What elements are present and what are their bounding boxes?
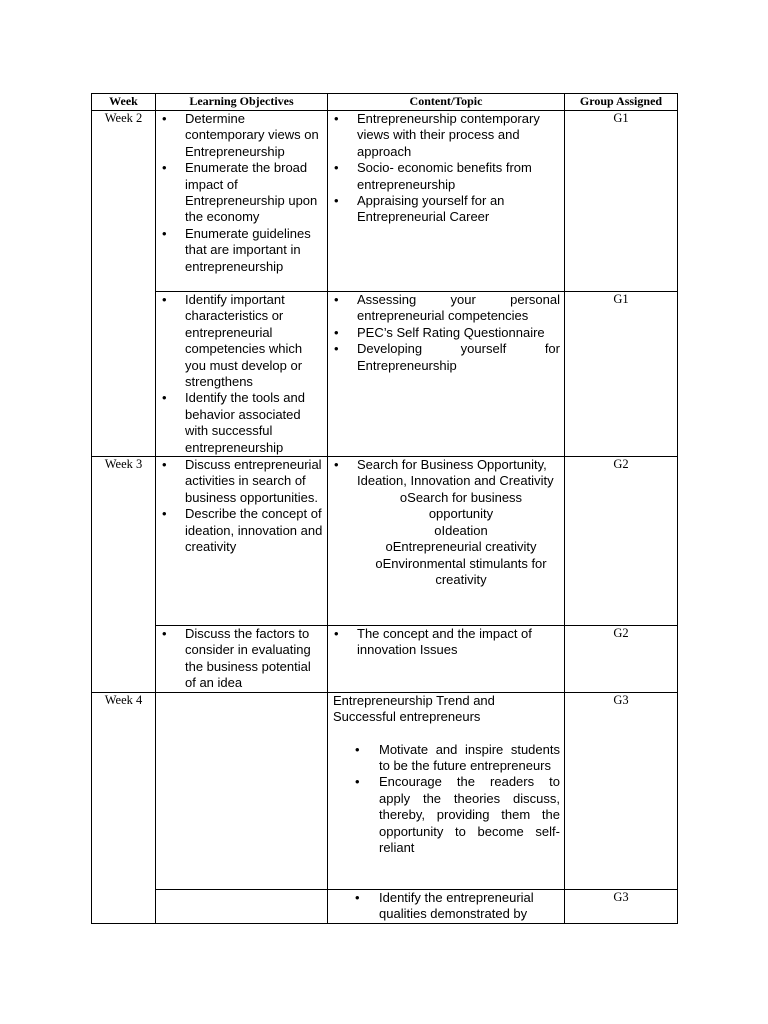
content-cell [328, 626, 565, 693]
objective-item: • Identify the tools and behavior associated with successful entrepreneurship [156, 390, 327, 456]
objective-item: • Identify important characteristics or entrepreneurial competencies which you must develop or strengthens [156, 292, 327, 390]
content-item: • Assessing your personal entrepreneurial competencies [328, 292, 564, 325]
content-item: • Appraising yourself for an Entrepreneurial Career [328, 193, 564, 226]
header-row [92, 94, 678, 111]
objectives-cell [156, 292, 328, 457]
content-item: • PEC’s Self Rating Questionnaire [328, 325, 564, 341]
content-item: • Motivate and inspire students to be the future entrepreneurs [328, 742, 564, 775]
sub-item: oIdeation [434, 522, 488, 538]
group-cell: G3 [565, 692, 678, 889]
objective-item: • Discuss entrepreneurial activities in search of business opportunities. [156, 457, 327, 506]
header-group: Group Assigned [565, 94, 678, 111]
curriculum-table [91, 93, 678, 924]
content-cell [328, 889, 565, 923]
content-cell [328, 292, 565, 457]
sub-item: oEnvironmental stimulants for creativity [375, 555, 547, 587]
group-cell: G1 [565, 292, 678, 457]
objective-item: • Enumerate the broad impact of Entrepreneurship upon the economy [156, 160, 327, 226]
sub-item: oEntrepreneurial creativity [385, 539, 537, 555]
table-row [92, 692, 678, 889]
group-cell: G2 [565, 457, 678, 626]
group-cell: G1 [565, 111, 678, 292]
circle-bullet-icon: o [385, 539, 393, 555]
group-cell: G3 [565, 889, 678, 923]
table-row [92, 889, 678, 923]
objectives-cell [156, 626, 328, 693]
header-content: Content/Topic [328, 94, 565, 111]
content-item: • Identify the entrepreneurial qualities demonstrated by [328, 890, 564, 923]
content-item: • Socio- economic benefits from entrepreneurship [328, 160, 564, 193]
objective-item: • Discuss the factors to consider in evaluating the business potential of an idea [156, 626, 327, 692]
objective-item: • Describe the concept of ideation, innovation and creativity [156, 506, 327, 555]
content-intro: Entrepreneurship Trend and Successful entrepreneurs [333, 692, 495, 725]
table-row [92, 626, 678, 693]
week-cell: Week 3 [92, 457, 156, 693]
content-item: • Encourage the readers to apply the theories discuss, thereby, providing them the opportunity to become self-reliant [328, 774, 564, 856]
content-item: • Entrepreneurship contemporary views with their process and approach [328, 111, 564, 160]
week-cell: Week 2 [92, 111, 156, 457]
content-cell [328, 111, 565, 292]
week-cell: Week 4 [92, 692, 156, 923]
header-week: Week [92, 94, 156, 111]
content-item: • Developing yourself for Entrepreneurship [328, 341, 564, 374]
objectives-cell [156, 889, 328, 923]
table-row [92, 111, 678, 292]
objectives-cell [156, 111, 328, 292]
objective-item: • Enumerate guidelines that are important in entrepreneurship [156, 226, 327, 275]
table-row [92, 457, 678, 626]
content-cell [328, 457, 565, 626]
circle-bullet-icon: o [434, 522, 442, 538]
header-objectives: Learning Objectives [156, 94, 328, 111]
objectives-cell [156, 457, 328, 626]
objectives-cell [156, 692, 328, 889]
table-row [92, 292, 678, 457]
circle-bullet-icon: o [399, 489, 408, 505]
circle-bullet-icon: o [375, 555, 383, 571]
group-cell: G2 [565, 626, 678, 693]
sub-item: oSearch for business opportunity [399, 489, 523, 522]
objective-item: • Determine contemporary views on Entrepreneurship [156, 111, 327, 160]
content-item: • Search for Business Opportunity, Ideation, Innovation and Creativity [328, 457, 564, 490]
content-cell [328, 692, 565, 889]
content-item: • The concept and the impact of innovation Issues [328, 626, 564, 659]
